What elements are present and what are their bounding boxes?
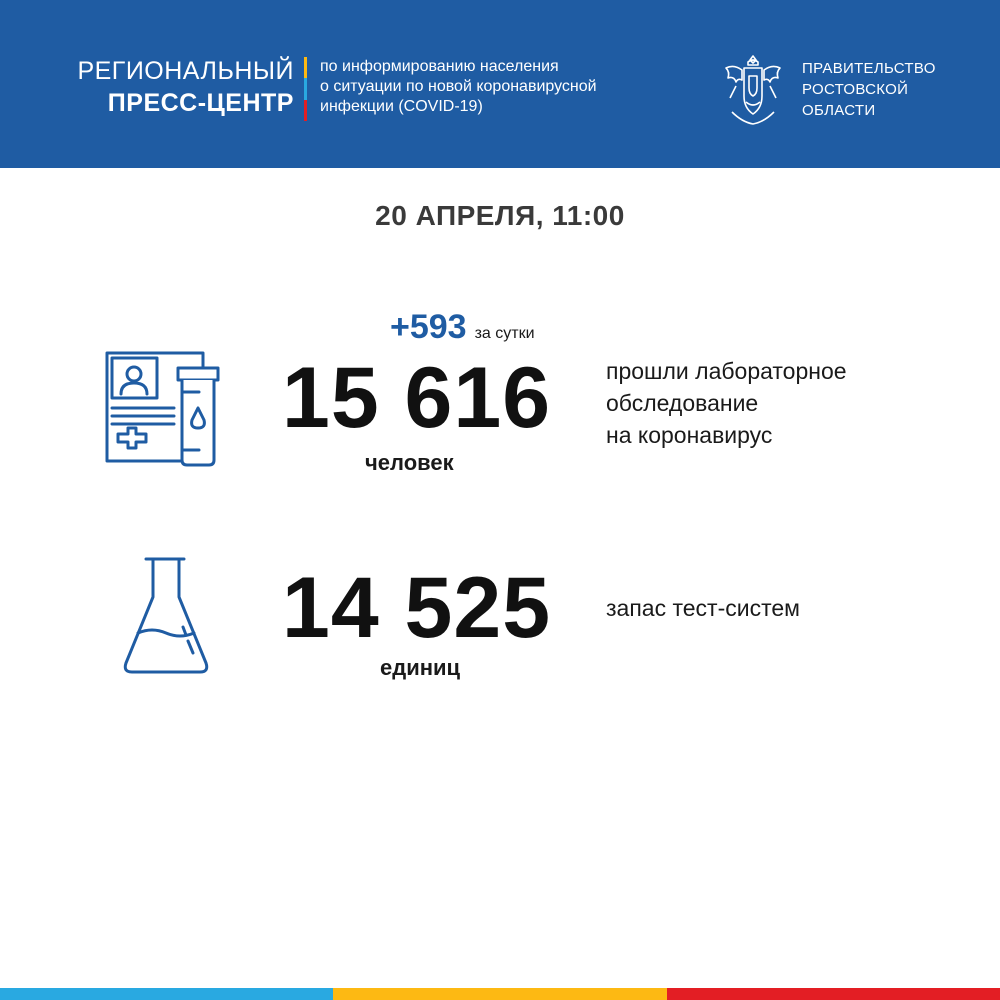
description-line: на коронавирус — [606, 422, 773, 448]
report-date: 20 АПРЕЛЯ, 11:00 — [375, 200, 625, 231]
description-line: запас тест-систем — [606, 595, 800, 621]
tricolor-divider — [304, 57, 307, 121]
flask-icon — [120, 555, 212, 677]
tests-total-unit: человек — [365, 450, 454, 475]
press-center-brand — [77, 55, 294, 119]
brand-line-2: ПРЕСС-ЦЕНТР — [107, 89, 294, 117]
strip-blue — [0, 988, 333, 1000]
press-center-description — [320, 57, 597, 117]
about-line: о ситуации по новой коронавирусной — [320, 78, 597, 95]
gov-line: ПРАВИТЕЛЬСТВО — [802, 60, 936, 77]
test-systems-unit: единиц — [380, 655, 461, 680]
about-line: инфекции (COVID-19) — [320, 98, 483, 115]
about-line: по информированию населения — [320, 58, 559, 75]
bottom-color-strip — [0, 988, 1000, 1000]
gov-line: ОБЛАСТИ — [802, 102, 876, 119]
government-title — [802, 58, 936, 121]
description-line: прошли лабораторное — [606, 358, 847, 384]
description-line: обследование — [606, 390, 759, 416]
header-banner — [0, 0, 1000, 168]
daily-increase — [390, 308, 535, 347]
medical-card-test-tube-icon — [104, 350, 224, 470]
coat-of-arms-icon — [722, 52, 784, 128]
brand-line-1: РЕГИОНАЛЬНЫЙ — [77, 57, 294, 85]
test-systems-description — [606, 592, 800, 624]
strip-yellow — [333, 988, 666, 1000]
daily-increase-unit: за сутки — [474, 325, 535, 342]
tests-total-value: 15 616 — [282, 350, 552, 446]
test-systems-value: 14 525 — [282, 560, 552, 656]
gov-line: РОСТОВСКОЙ — [802, 81, 909, 98]
tests-description — [606, 355, 847, 451]
daily-increase-value: +593 — [390, 308, 467, 346]
strip-red — [667, 988, 1000, 1000]
